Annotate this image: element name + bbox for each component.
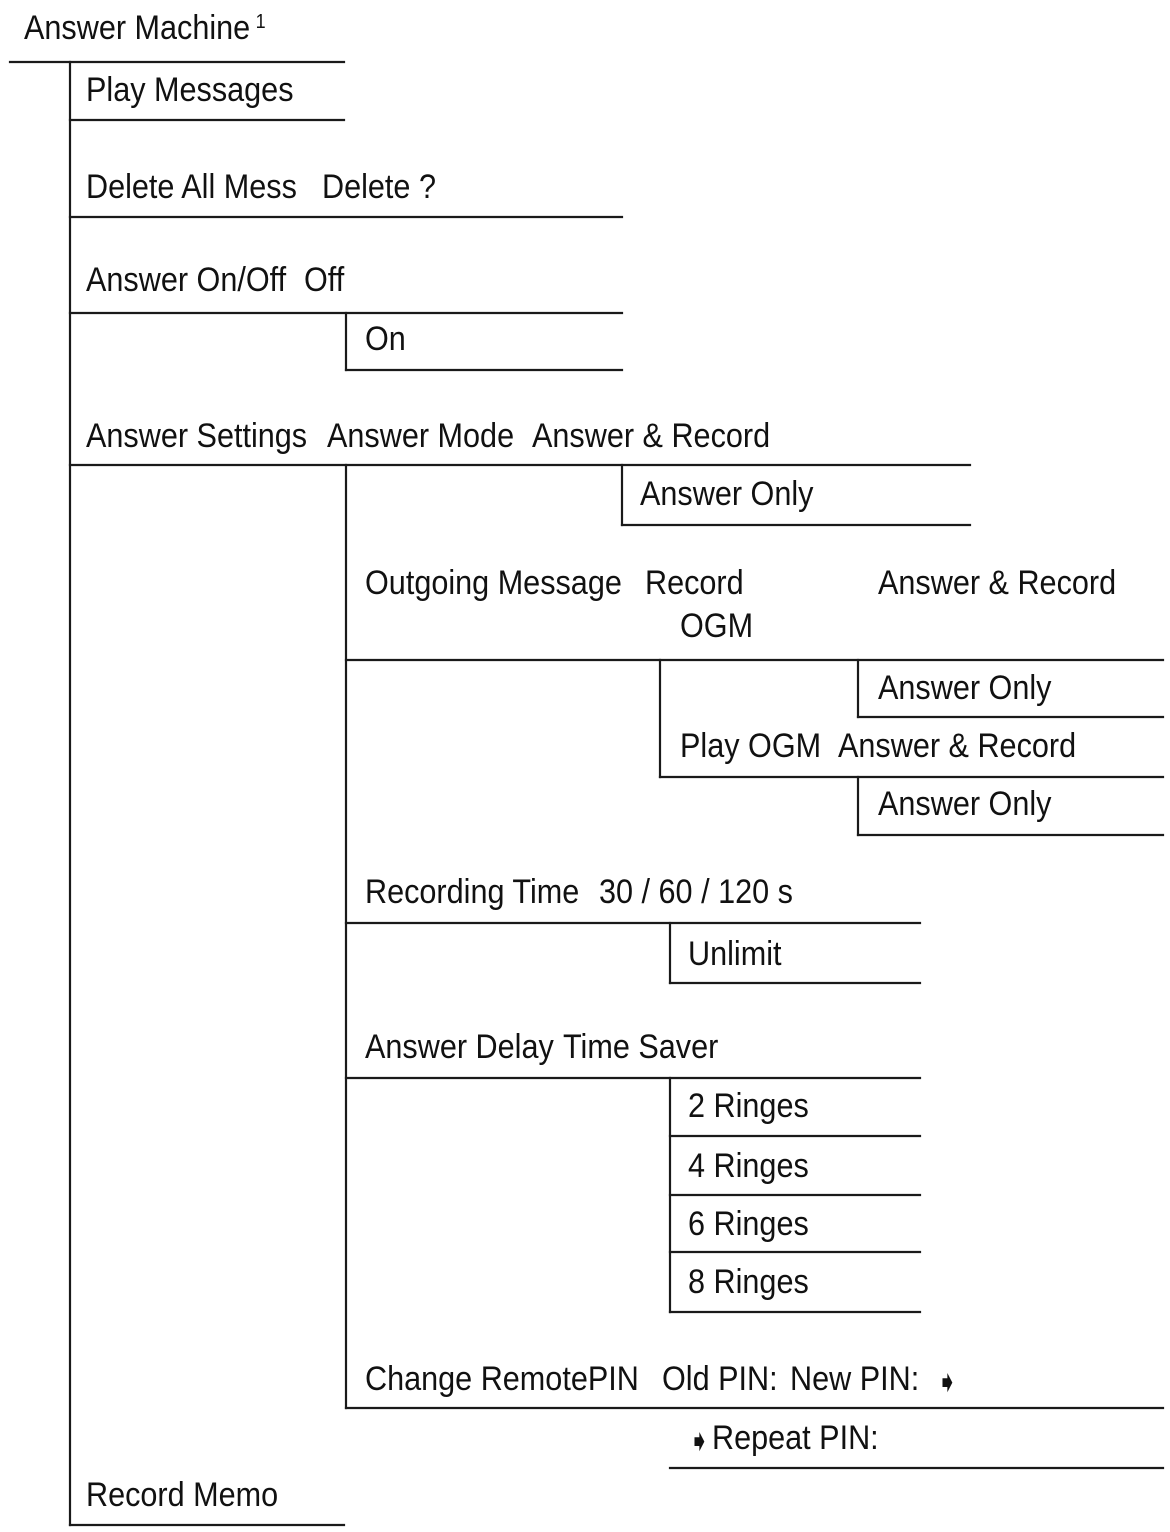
answer-delay-8-rings-option: 8 Ringes <box>688 1263 809 1301</box>
answer-onoff-item: Answer On/Off <box>86 261 287 299</box>
arrow-right-icon <box>936 1364 959 1398</box>
record-ogm-answer-only-option: Answer Only <box>878 669 1052 707</box>
arrow-right-icon-glyph: ➧ <box>936 1366 959 1399</box>
play-ogm-answer-record-option: Answer & Record <box>838 727 1077 765</box>
root-label-text: Answer Machine <box>24 9 251 47</box>
recording-time-unlimit-option: Unlimit <box>688 935 782 973</box>
answer-on-option: On <box>365 320 406 358</box>
answer-settings-item: Answer Settings <box>86 417 308 455</box>
play-ogm-answer-only-option: Answer Only <box>878 785 1052 823</box>
record-ogm-answer-record-option: Answer & Record <box>878 564 1117 602</box>
answer-mode-item: Answer Mode <box>327 417 515 455</box>
old-pin-label: Old PIN: <box>662 1360 778 1398</box>
arrow-right-icon <box>688 1423 711 1457</box>
answer-mode-answer-record-option: Answer & Record <box>532 417 771 455</box>
delete-confirm-option: Delete ? <box>322 168 436 206</box>
answer-delay-4-rings-option: 4 Ringes <box>688 1147 809 1185</box>
recording-time-item: Recording Time <box>365 873 580 911</box>
answer-off-option: Off <box>304 261 345 299</box>
answer-delay-time-saver-option: Time Saver <box>563 1028 719 1066</box>
play-ogm-item: Play OGM <box>680 727 822 765</box>
recording-time-seconds-option: 30 / 60 / 120 s <box>599 873 793 911</box>
play-messages-item: Play Messages <box>86 71 294 109</box>
answer-delay-item: Answer Delay <box>365 1028 554 1066</box>
outgoing-message-item: Outgoing Message <box>365 564 622 602</box>
arrow-right-icon-glyph: ➧ <box>688 1425 711 1458</box>
record-ogm-label-line1: Record <box>645 564 744 602</box>
answer-mode-answer-only-option: Answer Only <box>640 475 814 513</box>
delete-all-item: Delete All Mess <box>86 168 297 206</box>
answer-delay-6-rings-option: 6 Ringes <box>688 1205 809 1243</box>
repeat-pin-label: Repeat PIN: <box>712 1419 879 1457</box>
answer-delay-2-rings-option: 2 Ringes <box>688 1087 809 1125</box>
root-label <box>24 11 266 45</box>
change-pin-item: Change RemotePIN <box>365 1360 639 1398</box>
record-memo-item: Record Memo <box>86 1476 279 1514</box>
footnote-marker: 1 <box>255 11 266 33</box>
record-ogm-label-line2: OGM <box>680 607 754 645</box>
new-pin-label: New PIN: <box>790 1360 920 1398</box>
